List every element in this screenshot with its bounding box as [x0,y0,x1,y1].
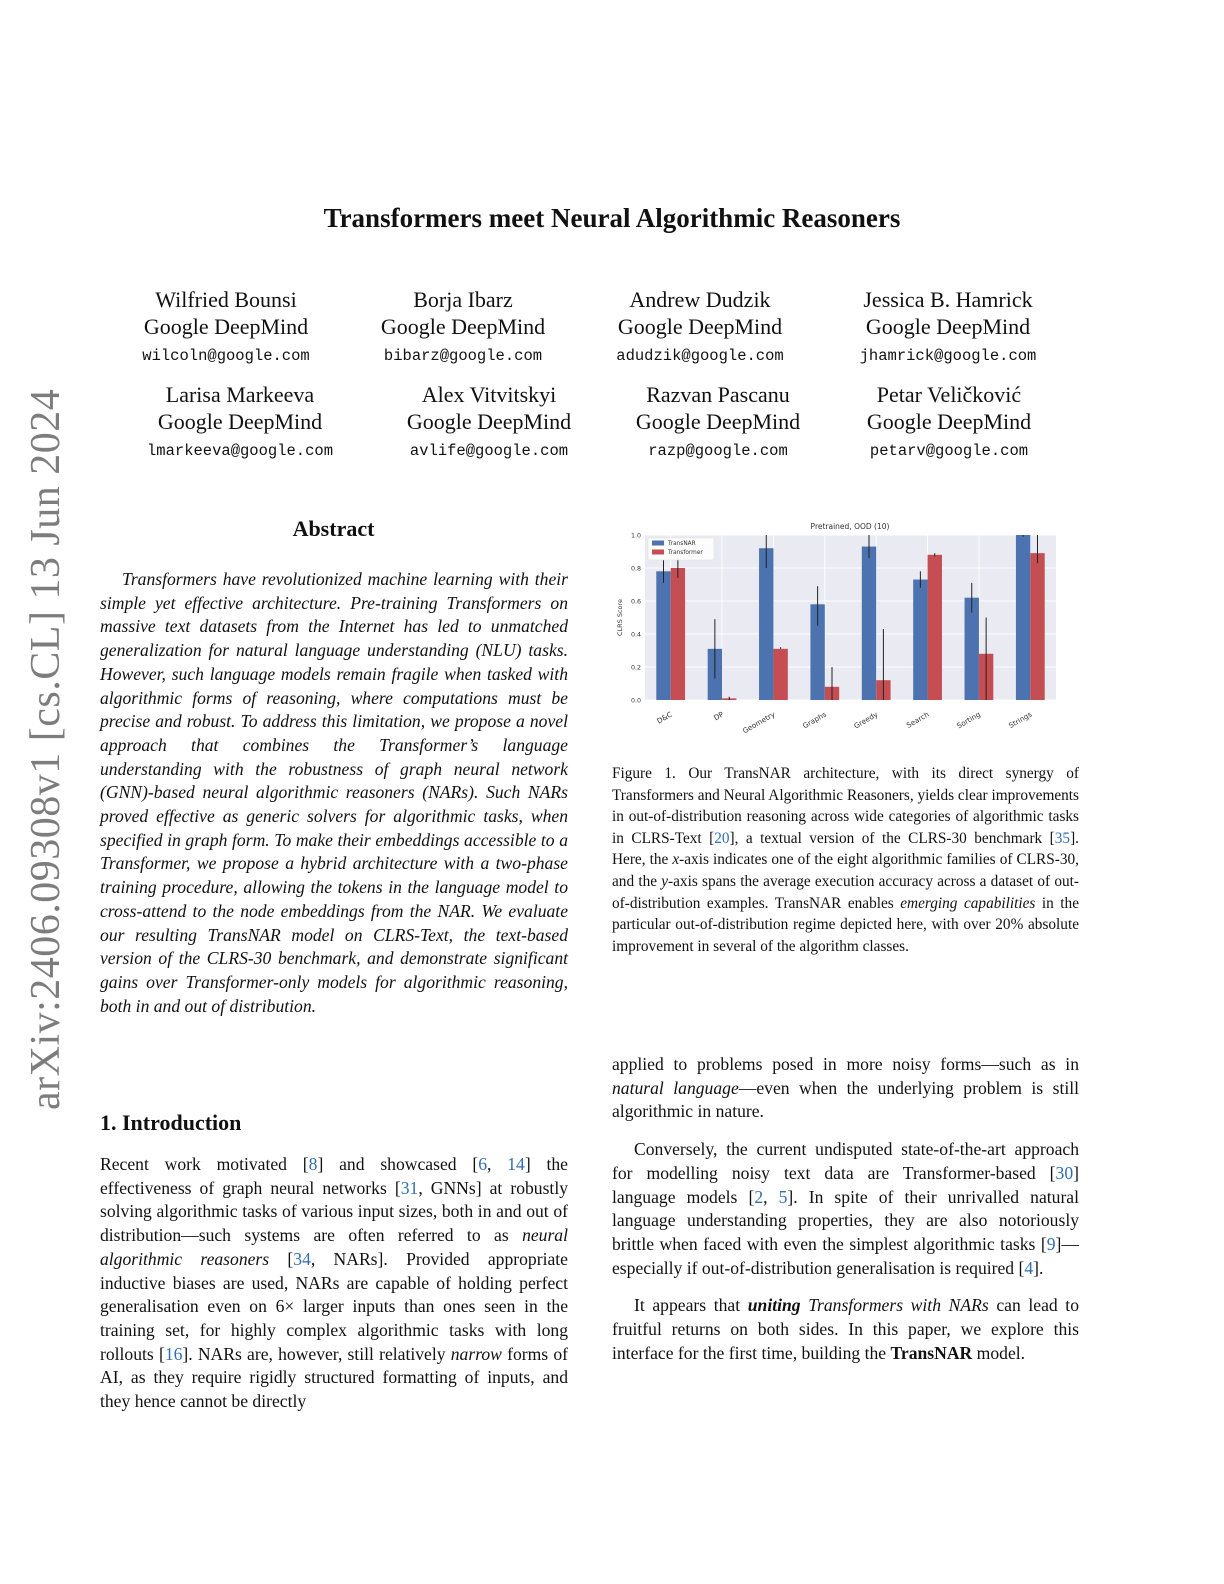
legend-swatch [652,541,664,546]
x-tick-label: Search [904,709,931,730]
author-name: Borja Ibarz [413,287,513,312]
author-affiliation: Google DeepMind [143,314,309,339]
y-tick-label: 0.0 [630,697,641,705]
author-name: Wilfried Bounsi [155,287,297,312]
citation-link[interactable]: 30 [1055,1162,1074,1183]
legend-label: TransNAR [668,541,696,547]
figure-1-caption: Figure 1. Our TransNAR architecture, with its direct synergy of Transformers and Neural Algorithmic Reasoners, yields clear improvements in out-of-distribution reasoning across wide categories of algorithmic tasks in CLRS-Text [20], a textual version of the CLRS-30 benchmark [35]. Here, the x-axis indicates one of the eight algorithmic families of CLRS-30, and the y-axis spans the average execution accuracy across a dataset of out-of-distribution examples. TransNAR enables emerging capabilities in the particular out-of-distribution regime depicted here, with over 20% absolute improvement in several of the algorithm classes. [612,765,1079,955]
author-card [364,381,614,460]
author-card [338,286,588,365]
chart-title: Pretrained, OOD (10) [810,522,890,531]
author-affiliation: Google DeepMind [865,314,1031,339]
author-card [115,381,365,460]
bar [773,649,787,700]
author-email[interactable]: avlife@google.com [409,442,569,460]
y-tick-label: 0.8 [630,565,641,573]
author-card [824,381,1074,460]
arxiv-identifier: arXiv:2406.09308v1 [cs.CL] 13 Jun 2024 [23,388,69,1110]
legend-swatch [652,550,664,555]
x-tick-label: D&C [655,709,674,726]
citation-link[interactable]: 14 [507,1154,525,1174]
author-email[interactable]: adudzik@google.com [616,347,784,365]
author-affiliation: Google DeepMind [617,314,783,339]
author-email[interactable]: lmarkeeva@google.com [146,442,334,460]
author-card [101,286,351,365]
x-tick-label: Geometry [740,709,777,736]
intro-paragraph-1: Recent work motivated [8] and showcased [6, 14] the effectiveness of graph neural networks [31, GNNs] at robustly solving algorithmic tasks of various input sizes, both in and out of distribution—such systems are often referred to as neural algorithmic reasoners [34, NARs]. Provided appropriate inductive biases are used, NARs are capable of holding perfect generalisation even on 6× larger inputs than ones seen in the training set, for highly complex algorithmic tasks with long rollouts [16]. NARs are, however, still relatively narrow forms of AI, as they require rigidly structured formatting of inputs, and they hence cannot be directly [100,1154,568,1412]
y-axis-label: CLRS Score [616,598,624,637]
bar [671,568,685,700]
abstract-text: Transformers have revolutionized machine learning with their simple yet effective architecture. Pre-training Transformers on massive text datasets from the Internet has led to unmatched generalization for natural language understanding (NLU) tasks. However, such language models remain fragile when tasked with algorithmic forms of reasoning, where computations must be precise and robust. To address this limitation, we propose a novel approach that combines the Transformer’s language understanding with the robustness of graph neural network (GNN)-based neural algorithmic reasoners (NARs). Such NARs proved effective as generic solvers for algorithmic tasks, when specified in graph form. To make their embeddings accessible to a Transformer, we propose a hybrid architecture with a two-phase training procedure, allowing the tokens in the language model to cross-attend to the node embeddings from the NAR. We evaluate our resulting TransNAR model on CLRS-Text, the text-based version of the CLRS-30 benchmark, and demonstrate significant gains over Transformer-only models for algorithmic reasoning, both in and out of distribution. [100,569,568,1016]
author-name: Larisa Markeeva [165,382,315,407]
x-tick-label: Greedy [852,709,880,731]
bar [862,547,876,700]
author-name: Petar Veličković [876,382,1022,407]
author-name: Jessica B. Hamrick [863,287,1033,312]
citation-link[interactable]: 16 [164,1343,183,1364]
x-tick-label: Graphs [801,709,828,731]
x-tick-label: Strings [1007,709,1034,731]
author-name: Razvan Pascanu [646,382,790,407]
y-tick-label: 1.0 [630,532,641,540]
author-card [823,286,1073,365]
figure-1-bar-chart [614,518,1074,748]
author-email[interactable]: wilcoln@google.com [142,347,310,365]
y-tick-label: 0.6 [630,598,641,606]
author-email[interactable]: jhamrick@google.com [859,347,1037,365]
legend-label: Transformer [668,550,703,556]
citation-link[interactable]: 8 [308,1154,318,1174]
intro-paragraph-4: It appears that uniting Transformers with NARs can lead to fruitful returns on both sides. In this paper, we explore this interface for the first time, building the TransNAR model. [612,1295,1079,1363]
author-affiliation: Google DeepMind [635,409,801,434]
citation-link[interactable]: 6 [478,1154,488,1174]
author-affiliation: Google DeepMind [406,409,572,434]
x-tick-label: Sorting [955,709,983,731]
author-card [575,286,825,365]
author-name: Alex Vitvitskyi [421,382,557,407]
y-tick-label: 0.2 [630,664,641,672]
intro-right-column [612,1053,1079,1379]
bar [965,598,979,700]
citation-link[interactable]: 4 [1024,1257,1034,1278]
bar [1030,553,1044,700]
intro-paragraph-3: Conversely, the current undisputed state-of-the-art approach for modelling noisy text data are Transformer-based [30] language models [2, 5]. In spite of their unrivalled natural language understanding properties, they are also notoriously brittle when faced with even the simplest algorithmic tasks [9]—especially if out-of-distribution generalisation is required [4]. [612,1139,1080,1278]
bar [759,548,773,700]
chart-legend [648,538,714,560]
author-email[interactable]: razp@google.com [648,442,788,460]
citation-link[interactable]: 20 [714,829,730,847]
bar [913,580,927,700]
author-affiliation: Google DeepMind [157,409,323,434]
x-tick-label: DP [712,709,726,723]
author-affiliation: Google DeepMind [380,314,546,339]
bar [928,555,942,700]
citation-link[interactable]: 2 [754,1186,764,1207]
intro-paragraph-2: applied to problems posed in more noisy forms—such as in natural language—even when the underlying problem is still algorithmic in nature. [612,1054,1079,1122]
citation-link[interactable]: 31 [400,1177,419,1198]
author-card [593,381,843,460]
bar [656,571,670,700]
citation-link[interactable]: 35 [1054,829,1071,847]
author-email[interactable]: petarv@google.com [869,442,1029,460]
author-email[interactable]: bibarz@google.com [383,347,543,365]
abstract-heading: Abstract [292,516,375,541]
section-heading-introduction: 1. Introduction [100,1110,242,1135]
author-affiliation: Google DeepMind [866,409,1032,434]
y-tick-label: 0.4 [630,631,641,639]
author-name: Andrew Dudzik [629,287,771,312]
paper-title: Transformers meet Neural Algorithmic Reasoners [323,203,901,233]
citation-link[interactable]: 9 [1046,1233,1056,1254]
citation-link[interactable]: 5 [778,1186,788,1207]
bar [1016,535,1030,700]
citation-link[interactable]: 34 [293,1248,311,1269]
